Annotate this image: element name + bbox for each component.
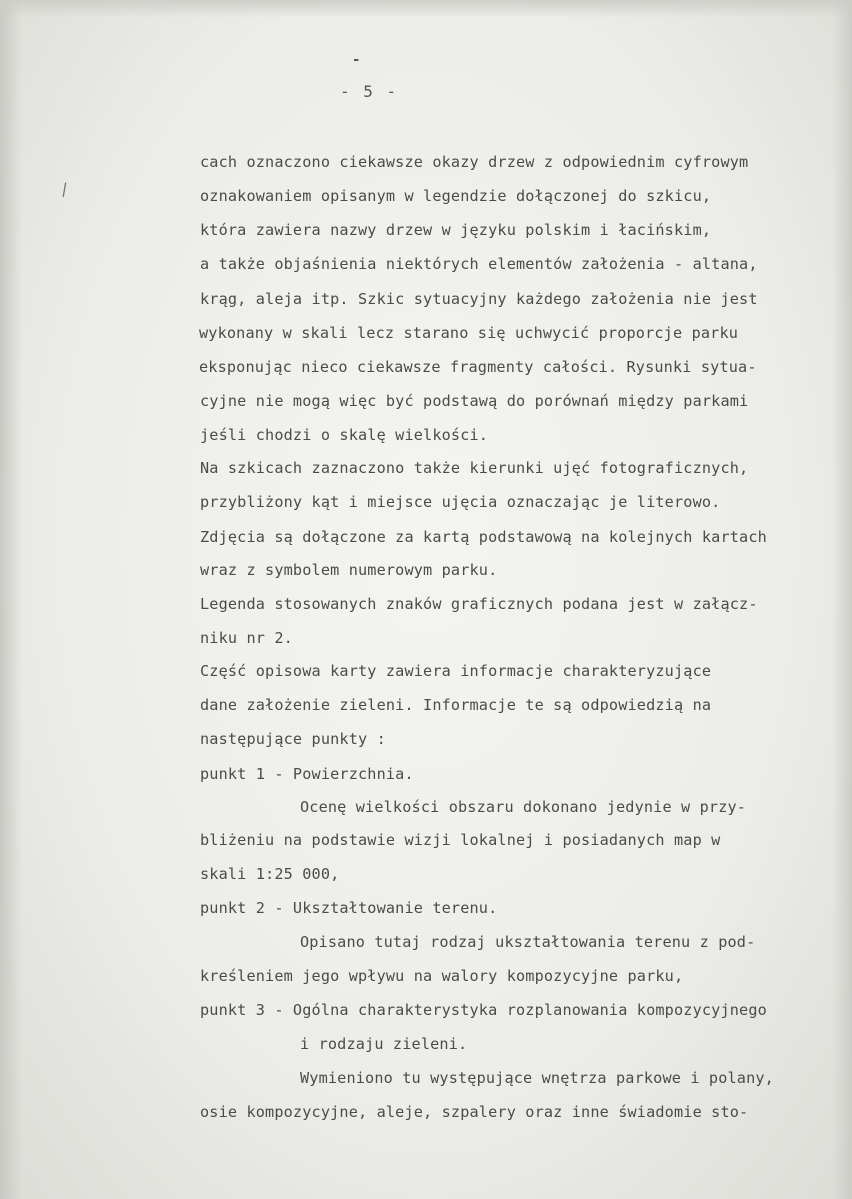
text-line: Opisano tutaj rodzaj ukształtowania terenu z pod- bbox=[300, 933, 756, 951]
text-line: Wymieniono tu występujące wnętrza parkowe i polany, bbox=[300, 1069, 774, 1087]
text-line: i rodzaju zieleni. bbox=[300, 1035, 468, 1053]
scan-edge-right bbox=[832, 0, 852, 1199]
text-line: cach oznaczono ciekawsze okazy drzew z odpowiednim cyfrowym bbox=[200, 153, 749, 171]
text-line: wraz z symbolem numerowym parku. bbox=[200, 561, 498, 579]
text-line: krąg, aleja itp. Szkic sytuacyjny każdego założenia nie jest bbox=[200, 290, 758, 308]
scan-edge-left bbox=[0, 0, 22, 1199]
text-line: cyjne nie mogą więc być podstawą do porównań między parkami bbox=[200, 392, 749, 410]
text-line: niku nr 2. bbox=[200, 629, 293, 647]
text-line: jeśli chodzi o skalę wielkości. bbox=[200, 426, 489, 444]
text-line: bliżeniu na podstawie wizji lokalnej i posiadanych map w bbox=[200, 831, 721, 849]
text-line: która zawiera nazwy drzew w języku polskim i łacińskim, bbox=[200, 221, 712, 239]
text-line: a także objaśnienia niektórych elementów założenia - altana, bbox=[200, 255, 758, 273]
page-number: - 5 - bbox=[340, 82, 399, 101]
text-line: punkt 2 - Ukształtowanie terenu. bbox=[200, 899, 498, 917]
text-line: Na szkicach zaznaczono także kierunki ujęć fotograficznych, bbox=[200, 459, 749, 477]
header-dash: - bbox=[352, 52, 361, 68]
scan-edge-top bbox=[0, 0, 852, 18]
text-line: skali 1:25 000, bbox=[200, 865, 340, 883]
text-line: punkt 3 - Ogólna charakterystyka rozplanowania kompozycyjnego bbox=[200, 1001, 767, 1019]
text-line: kreśleniem jego wpływu na walory kompozycyjne parku, bbox=[200, 967, 684, 985]
text-line: Legenda stosowanych znaków graficznych podana jest w załącz- bbox=[200, 595, 758, 613]
margin-mark: \ bbox=[55, 178, 75, 201]
text-line: osie kompozycyjne, aleje, szpalery oraz inne świadomie sto- bbox=[200, 1103, 749, 1121]
text-line: eksponując nieco ciekawsze fragmenty całości. Rysunki sytua- bbox=[199, 358, 757, 376]
text-line: wykonany w skali lecz starano się uchwycić proporcje parku bbox=[199, 324, 739, 342]
text-line: dane założenie zieleni. Informacje te są odpowiedzią na bbox=[200, 696, 712, 714]
text-line: oznakowaniem opisanym w legendzie dołączonej do szkicu, bbox=[200, 187, 712, 205]
text-line: następujące punkty : bbox=[200, 730, 386, 748]
text-line: Ocenę wielkości obszaru dokonano jedynie w przy- bbox=[300, 798, 747, 816]
text-line: punkt 1 - Powierzchnia. bbox=[200, 765, 414, 783]
text-line: Zdjęcia są dołączone za kartą podstawową na kolejnych kartach bbox=[200, 528, 767, 546]
text-line: Część opisowa karty zawiera informacje charakteryzujące bbox=[200, 662, 712, 680]
text-line: przybliżony kąt i miejsce ujęcia oznaczając je literowo. bbox=[200, 493, 721, 511]
